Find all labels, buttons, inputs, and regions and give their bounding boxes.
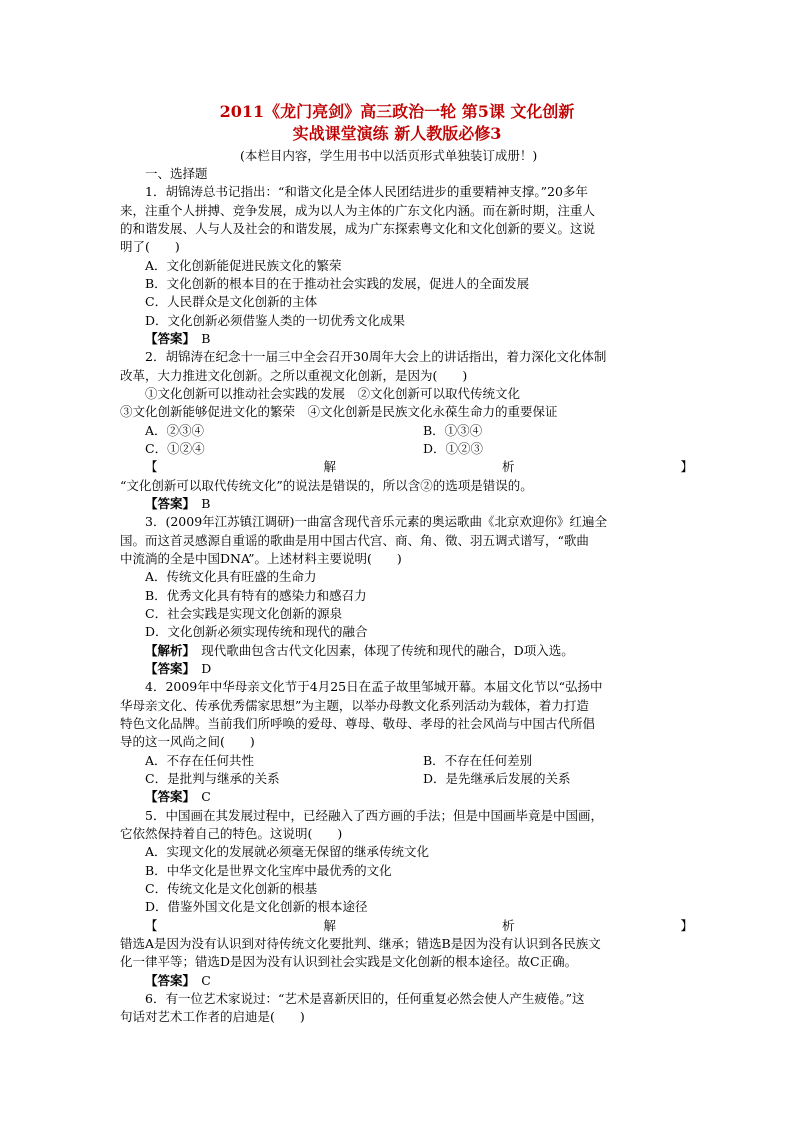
- text-line: [120, 422, 693, 439]
- text-line: [120, 550, 668, 567]
- text-line: [120, 312, 693, 329]
- option-right: D．是先继承后发展的关系: [423, 770, 571, 786]
- line-text: 特色文化品牌。当前我们所呼唤的爱母、尊母、敬母、孝母的社会风尚与中国古代所倡: [120, 715, 596, 731]
- text-line: [120, 1008, 668, 1025]
- line-text: C．人民群众是文化创新的主体: [145, 294, 318, 310]
- line-text: 5．中国画在其发展过程中，已经融入了西方画的手法；但是中国画毕竟是中国画，: [145, 807, 603, 823]
- text-line: [120, 532, 668, 549]
- line-text: 的和谐发展、人与人及社会的和谐发展，成为广东探索粤文化和文化创新的要义。这说: [120, 220, 596, 236]
- option-left: C．是批判与继承的关系: [145, 770, 280, 786]
- line-text: 国。而这首灵感源自重谣的歌曲是用中国古代宫、商、角、徵、羽五调式谱写，“歌曲: [120, 532, 589, 548]
- line-text: 句话对艺术工作者的启迪是( ): [120, 1009, 305, 1025]
- line-text: 化一律平等；错选D是因为没有认识到社会实践是文化创新的根本途径。故C正确。: [120, 954, 578, 970]
- text-line: [120, 513, 693, 530]
- line-text: 明了( ): [120, 239, 180, 255]
- text-line: [120, 367, 668, 384]
- text-line: [120, 697, 668, 714]
- line-text: ③文化创新能够促进文化的繁荣 ④文化创新是民族文化永葆生命力的重要保证: [120, 404, 558, 420]
- text-line: [120, 495, 693, 512]
- text-line: [120, 220, 668, 237]
- text-line: [120, 898, 693, 915]
- text-line: [120, 458, 693, 475]
- text-line: [120, 293, 693, 310]
- line-text: A．文化创新能促进民族文化的繁荣: [145, 257, 342, 273]
- text-line: [120, 807, 693, 824]
- text-line: [120, 770, 693, 787]
- text-line: [120, 587, 693, 604]
- line-text: “文化创新可以取代传统文化”的说法是错误的，所以含②的选项是错误的。: [120, 477, 533, 493]
- text-line: [120, 880, 693, 897]
- line-text: D．文化创新必须借鉴人类的一切优秀文化成果: [145, 312, 406, 328]
- text-line: [120, 843, 693, 860]
- text-line: [120, 825, 668, 842]
- line-text: B: [188, 495, 211, 511]
- text-line: [120, 642, 693, 659]
- line-text: 现代歌曲包含古代文化因素，体现了传统和现代的融合，D项入选。: [188, 642, 574, 658]
- line-text: A．传统文化具有旺盛的生命力: [145, 569, 317, 585]
- analysis-heading-part: 解: [323, 917, 336, 933]
- text-line: [120, 605, 693, 622]
- answer-label: 【答案】: [145, 495, 189, 511]
- line-text: 导的这一风尚之间( ): [120, 734, 255, 750]
- text-line: [120, 972, 693, 989]
- text-line: [120, 917, 693, 934]
- line-text: 华母亲文化、传承优秀儒家思想”为主题，以举办母教文化系列活动为载体，着力打造: [120, 697, 589, 713]
- analysis-heading-part: 【: [145, 917, 158, 933]
- line-text: ①文化创新可以推动社会实践的发展 ②文化创新可以取代传统文化: [145, 385, 521, 401]
- answer-label: 【答案】: [145, 660, 189, 676]
- text-line: [120, 440, 693, 457]
- text-line: [120, 330, 693, 347]
- text-line: [120, 202, 668, 219]
- analysis-heading-part: 析: [501, 917, 515, 933]
- option-left: C．①②④: [145, 440, 205, 456]
- document-title-line-2: 实战课堂演练 新人教版必修3: [292, 124, 502, 143]
- line-text: D．借鉴外国文化是文化创新的根本途径: [145, 899, 368, 915]
- line-text: B: [188, 330, 211, 346]
- text-line: [120, 953, 668, 970]
- text-line: [120, 238, 668, 255]
- text-line: [120, 257, 693, 274]
- text-line: [120, 660, 693, 677]
- text-line: [120, 752, 693, 769]
- text-line: [120, 788, 693, 805]
- text-line: [120, 733, 668, 750]
- line-text: 一、选择题: [145, 166, 208, 181]
- line-text: C．社会实践是实现文化创新的源泉: [145, 605, 343, 621]
- answer-label: 【答案】: [145, 789, 189, 805]
- line-text: B．优秀文化具有特有的感染力和感召力: [145, 587, 367, 603]
- line-text: 6．有一位艺术家说过：“艺术是喜新厌旧的，任何重复必然会使人产生疲倦。”这: [145, 990, 585, 1006]
- analysis-heading-part: 】: [680, 459, 693, 475]
- line-text: 3．(2009年江苏镇江调研)一曲富含现代音乐元素的奥运歌曲《北京欢迎你》红遍全: [145, 514, 608, 530]
- text-line: [120, 403, 668, 420]
- text-line: [120, 623, 693, 640]
- analysis-heading-part: 析: [501, 459, 515, 475]
- line-text: 改革，大力推进文化创新。之所以重视文化创新，是因为( ): [120, 367, 468, 383]
- line-text: 来，注重个人拼搏、竞争发展，成为以人为主体的广东文化内涵。而在新时期，注重人: [120, 202, 596, 218]
- document-title-line-1: 2011《龙门亮剑》高三政治一轮 第5课 文化创新: [219, 102, 575, 121]
- line-text: D．文化创新必须实现传统和现代的融合: [145, 624, 368, 640]
- text-line: [120, 183, 693, 200]
- line-text: C．传统文化是文化创新的根基: [145, 880, 318, 896]
- text-line: [120, 165, 693, 182]
- text-line: [120, 935, 668, 952]
- option-left: A．不存在任何共性: [145, 752, 255, 768]
- text-line: [120, 678, 693, 695]
- line-text: C: [188, 789, 211, 805]
- answer-label: 【答案】: [145, 972, 189, 988]
- line-text: 错选A是因为没有认识到对待传统文化要批判、继承；错选B是因为没有认识到各民族文: [120, 935, 601, 951]
- line-text: 中流淌的全是中国DNA”。上述材料主要说明( ): [120, 550, 402, 566]
- line-text: 2．胡锦涛在纪念十一届三中全会召开30周年大会上的讲话指出，着力深化文化体制: [145, 349, 607, 365]
- text-line: [120, 275, 693, 292]
- text-line: [120, 568, 693, 585]
- line-text: A．实现文化的发展就必须毫无保留的继承传统文化: [145, 844, 430, 860]
- line-text: D: [188, 660, 212, 676]
- text-line: [120, 348, 693, 365]
- option-right: B．①③④: [423, 422, 483, 438]
- option-right: D．①②③: [423, 440, 484, 456]
- answer-label: 【解析】: [145, 642, 189, 658]
- analysis-heading-part: 解: [323, 459, 336, 475]
- line-text: 它依然保持着自己的特色。这说明( ): [120, 825, 343, 841]
- document-note: (本栏目内容，学生用书中以活页形式单独装订成册！): [240, 148, 538, 163]
- text-line: [120, 715, 668, 732]
- text-line: [120, 477, 668, 494]
- text-line: [120, 862, 693, 879]
- option-right: B．不存在任何差别: [423, 752, 533, 768]
- analysis-heading-part: 】: [680, 917, 693, 933]
- answer-label: 【答案】: [145, 330, 189, 346]
- text-line: [120, 990, 693, 1007]
- option-left: A．②③④: [145, 422, 205, 438]
- analysis-heading-part: 【: [145, 459, 158, 475]
- line-text: 4．2009年中华母亲文化节于4月25日在孟子故里邹城开幕。本届文化节以“弘扬中: [145, 679, 603, 695]
- line-text: C: [188, 972, 211, 988]
- line-text: B．中华文化是世界文化宝库中最优秀的文化: [145, 862, 392, 878]
- line-text: 1．胡锦涛总书记指出：“和谐文化是全体人民团结进步的重要精神支撑。”20多年: [145, 184, 588, 200]
- text-line: [120, 385, 693, 402]
- line-text: B．文化创新的根本目的在于推动社会实践的发展，促进人的全面发展: [145, 275, 530, 291]
